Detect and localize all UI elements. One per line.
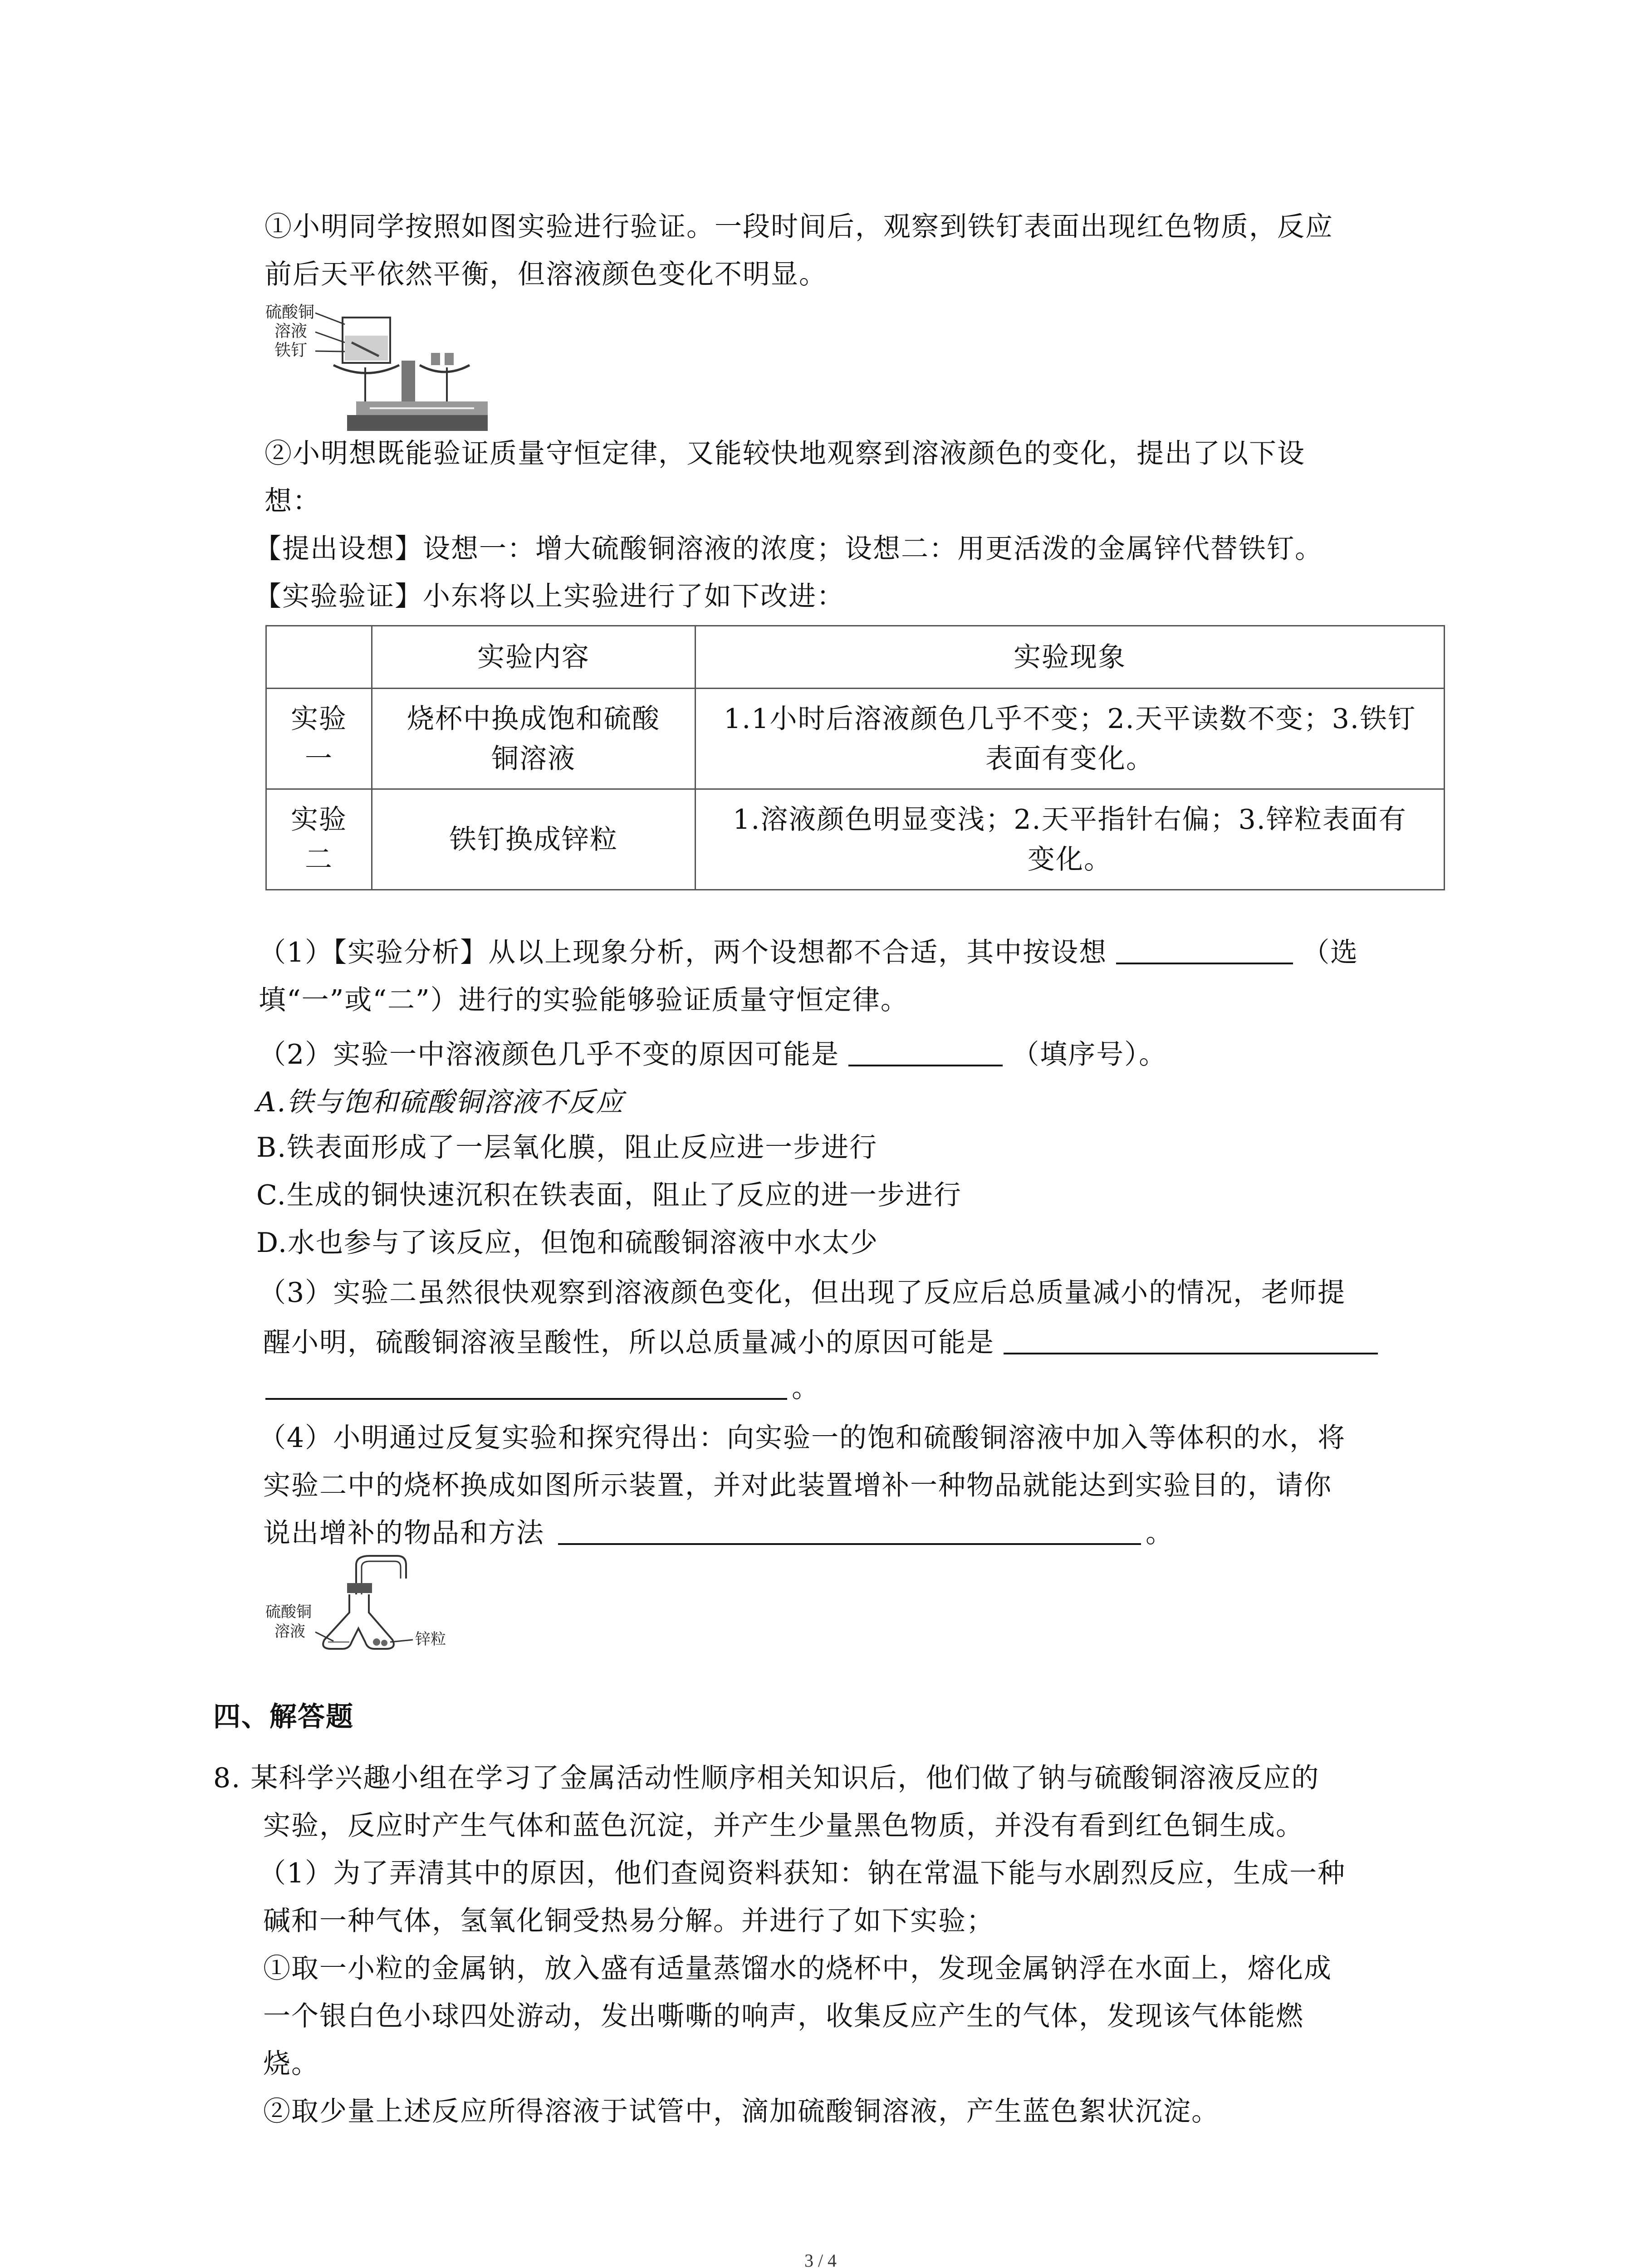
cell-text: 1.溶液颜色明显变浅；2.天平指针右偏；3.锌粒表面有: [733, 803, 1407, 836]
table-cell: [266, 689, 372, 789]
cell-text: 二: [305, 843, 333, 875]
cell-text: 变化。: [1028, 843, 1112, 875]
question-8-line-5: ①取一小粒的金属钠，放入盛有适量蒸馏水的烧杯中，发现金属钠浮在水面上，熔化成: [263, 1953, 1332, 1984]
question-2-line: [259, 1032, 1167, 1077]
page-number: 3 / 4: [804, 2250, 837, 2268]
paragraph-1-line-2: 前后天平依然平衡，但溶液颜色变化不明显。: [265, 259, 827, 290]
fig2-label-3: 锌粒: [415, 1630, 446, 1648]
answer-blank-2[interactable]: [848, 1037, 1003, 1066]
table-row: [266, 789, 1445, 890]
option-c: C.生成的铜快速沉积在铁表面，阻止了反应的进一步进行: [256, 1179, 962, 1211]
question-1-text: （1）【实验分析】从以上现象分析，两个设想都不合适，其中按设想: [259, 937, 1107, 968]
option-a: A.铁与饱和硫酸铜溶液不反应: [256, 1086, 624, 1118]
option-b: B.铁表面形成了一层氧化膜，阻止反应进一步进行: [256, 1132, 878, 1163]
table-header-cell: 实验内容: [372, 626, 696, 689]
cell-text: 铜溶液: [491, 743, 576, 775]
cell-text: 一: [305, 743, 333, 775]
question-4-text: 说出增补的物品和方法: [263, 1517, 544, 1549]
cell-text: 烧杯中换成饱和硫酸: [407, 703, 660, 735]
answer-blank-1[interactable]: [1116, 935, 1293, 964]
experiment-table: [265, 625, 1445, 890]
question-1-line-2: 填“一”或“二”）进行的实验能够验证质量守恒定律。: [259, 984, 909, 1016]
cell-text: 1.1小时后溶液颜色几乎不变；2.天平读数不变；3.铁钉: [724, 703, 1416, 735]
answer-blank-3a[interactable]: [1004, 1325, 1378, 1354]
table-cell: [266, 789, 372, 890]
question-4-line-2: 实验二中的烧杯换成如图所示装置，并对此装置增补一种物品就能达到实验目的，请你: [263, 1470, 1332, 1501]
question-2-text: （2）实验一中溶液颜色几乎不变的原因可能是: [259, 1039, 840, 1070]
answer-blank-4[interactable]: [558, 1516, 1141, 1545]
question-1-text-end: （选: [1302, 937, 1359, 968]
question-3-line-2: [263, 1320, 1378, 1365]
table-cell: [696, 689, 1445, 789]
verification-line: 【实验验证】小东将以上实验进行了如下改进：: [254, 581, 845, 612]
question-8-line-2: 实验，反应时产生气体和蓝色沉淀，并产生少量黑色物质，并没有看到红色铜生成。: [263, 1810, 1304, 1842]
table-header-cell: [266, 626, 372, 689]
cell-text: 实验: [291, 703, 347, 735]
question-4-text-end: 。: [1146, 1517, 1174, 1549]
question-8-line-3: （1）为了弄清其中的原因，他们查阅资料获知：钠在常温下能与水剧烈反应，生成一种: [259, 1857, 1346, 1889]
option-d: D.水也参与了该反应，但饱和硫酸铜溶液中水太少: [256, 1227, 879, 1259]
table-header-row: [266, 626, 1445, 689]
table-cell: [372, 789, 696, 890]
paragraph-1-line-1: ①小明同学按照如图实验进行验证。一段时间后，观察到铁钉表面出现红色物质，反应: [265, 211, 1333, 243]
question-2-text-end: （填序号）。: [1012, 1039, 1167, 1070]
question-4-line-1: （4）小明通过反复实验和探究得出：向实验一的饱和硫酸铜溶液中加入等体积的水，将: [259, 1422, 1346, 1454]
question-3-line-3: [265, 1365, 820, 1411]
section-heading: 四、解答题: [213, 1701, 354, 1733]
hypothesis-line: 【提出设想】设想一：增大硫酸铜溶液的浓度；设想二：用更活泼的金属锌代替铁钉。: [254, 533, 1323, 565]
question-4-line-3: [263, 1510, 1174, 1556]
fig1-label-1: 硫酸铜: [265, 303, 315, 322]
fig2-label-2: 溶液: [274, 1623, 305, 1641]
table-cell: [372, 689, 696, 789]
question-3-line-1: （3）实验二虽然很快观察到溶液颜色变化，但出现了反应后总质量减小的情况，老师提: [259, 1277, 1346, 1309]
paragraph-2-line-2: 想：: [265, 485, 321, 517]
fig2-label-1: 硫酸铜: [265, 1603, 312, 1621]
question-3-text-end: 。: [792, 1372, 820, 1404]
fig1-label-2: 溶液: [274, 322, 308, 341]
question-8-line-4: 碱和一种气体，氢氧化铜受热易分解。并进行了如下实验；: [263, 1905, 994, 1937]
question-1-line-1: [259, 930, 1358, 975]
table-cell: [696, 789, 1445, 890]
question-3-text: 醒小明，硫酸铜溶液呈酸性，所以总质量减小的原因可能是: [263, 1327, 994, 1359]
table-header-cell: 实验现象: [696, 626, 1445, 689]
y-tube-apparatus-figure: [265, 1551, 474, 1669]
paragraph-2-line-1: ②小明想既能验证质量守恒定律，又能较快地观察到溶液颜色的变化，提出了以下设: [265, 438, 1305, 469]
fig1-label-3: 铁钉: [274, 341, 308, 360]
question-8-line-6: 一个银白色小球四处游动，发出嘶嘶的响声，收集反应产生的气体，发现该气体能燃: [263, 2000, 1304, 2032]
cell-text: 铁钉换成锌粒: [449, 823, 618, 855]
answer-blank-3b[interactable]: [265, 1371, 787, 1400]
cell-text: 表面有变化。: [985, 743, 1154, 775]
question-8-line-1: 8. 某科学兴趣小组在学习了金属活动性顺序相关知识后，他们做了钠与硫酸铜溶液反应的: [213, 1762, 1320, 1794]
balance-experiment-figure: [265, 299, 492, 435]
question-8-line-8: ②取少量上述反应所得溶液于试管中，滴加硫酸铜溶液，产生蓝色絮状沉淀。: [263, 2096, 1220, 2127]
table-row: [266, 689, 1445, 789]
cell-text: 实验: [291, 803, 347, 836]
question-8-line-7: 烧。: [263, 2048, 319, 2080]
